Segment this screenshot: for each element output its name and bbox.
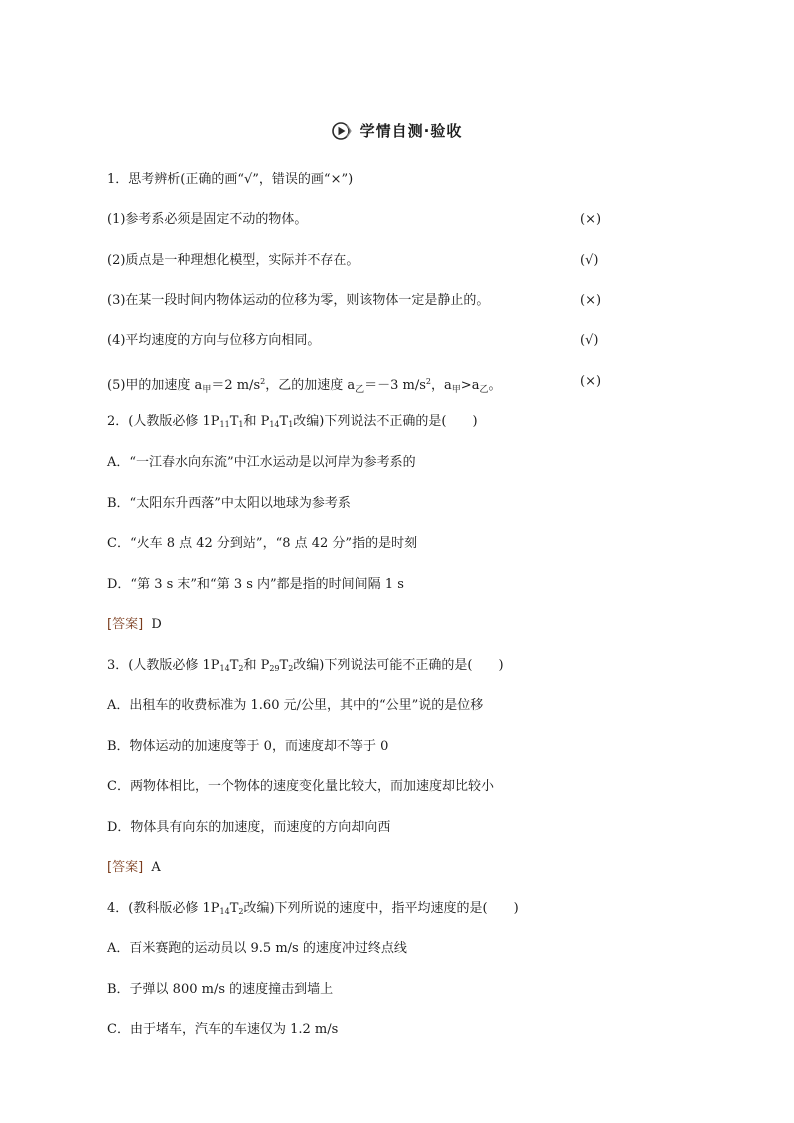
q3-answer bbox=[107, 858, 161, 878]
q4-option-b: B．子弹以 800 m/s 的速度撞击到墙上 bbox=[107, 982, 334, 997]
answer-value: A bbox=[151, 860, 161, 875]
q1-item-2-mark: (√) bbox=[580, 253, 599, 268]
q4-option-c: C．由于堵车，汽车的车速仅为 1.2 m/s bbox=[107, 1022, 339, 1037]
q2-option-c: C．“火车 8 点 42 分到站”，“8 点 42 分”指的是时刻 bbox=[107, 536, 418, 551]
q1-item-1: (1)参考系必须是固定不动的物体。 bbox=[107, 212, 308, 227]
q3-option-b: B．物体运动的加速度等于 0，而速度却不等于 0 bbox=[107, 739, 389, 754]
q1-item-3-mark: (×) bbox=[580, 293, 602, 308]
question-2-stem: 2．(人教版必修 $1P_{11}T_1$和 $P_{14}T_1$改编)下列说法不正确的是( ) bbox=[107, 414, 478, 429]
q1-item-4: (4)平均速度的方向与位移方向相同。 bbox=[107, 333, 321, 348]
q1-item-2: (2)质点是一种理想化模型，实际并不存在。 bbox=[107, 253, 360, 268]
q2-option-a: A．“一江春水向东流”中江水运动是以河岸为参考系的 bbox=[107, 455, 416, 470]
q2-option-b: B．“太阳东升西落”中太阳以地球为参考系 bbox=[107, 496, 351, 511]
answer-label: [答案] bbox=[107, 617, 144, 632]
q2-answer bbox=[107, 615, 162, 635]
question-3-stem: 3．(人教版必修 $1P_{14}T_2$和 $P_{29}T_2$改编)下列说法可能不正确的是( ) bbox=[107, 658, 504, 673]
q1-item-3: (3)在某一段时间内物体运动的位移为零，则该物体一定是静止的。 bbox=[107, 293, 490, 308]
play-circle-icon bbox=[332, 122, 352, 140]
section-title: 学情自测·验收 bbox=[359, 122, 463, 140]
q1-item-4-mark: (√) bbox=[580, 333, 599, 348]
section-header bbox=[0, 120, 794, 141]
q1-item-5-mark: (×) bbox=[580, 374, 602, 389]
q1-item-1-mark: (×) bbox=[580, 212, 602, 227]
q3-option-c: C．两物体相比，一个物体的速度变化量比较大，而加速度却比较小 bbox=[107, 779, 494, 794]
q3-option-d: D．物体具有向东的加速度，而速度的方向却向西 bbox=[107, 820, 391, 835]
question-4-stem: 4．(教科版必修 $1P_{14}T_2$改编)下列所说的速度中，指平均速度的是( ) bbox=[107, 901, 519, 916]
q4-option-a: A．百米赛跑的运动员以 9.5 m/s 的速度冲过终点线 bbox=[107, 941, 407, 956]
q2-option-d: D．“第 3 s 末”和“第 3 s 内”都是指的时间间隔 1 s bbox=[107, 577, 404, 592]
q1-item-5: (5)甲的加速度 $a_甲=2$ $m/s^2$，乙的加速度 $a_乙=-3$ $m/s^2$，$a_甲>a_乙$。 bbox=[107, 377, 502, 395]
question-1-stem: 1．思考辨析(正确的画“√”，错误的画“×”) bbox=[107, 172, 354, 187]
answer-value: D bbox=[151, 617, 162, 632]
q3-option-a: A．出租车的收费标准为 1.60 元/公里，其中的“公里”说的是位移 bbox=[107, 698, 484, 713]
answer-label: [答案] bbox=[107, 860, 144, 875]
